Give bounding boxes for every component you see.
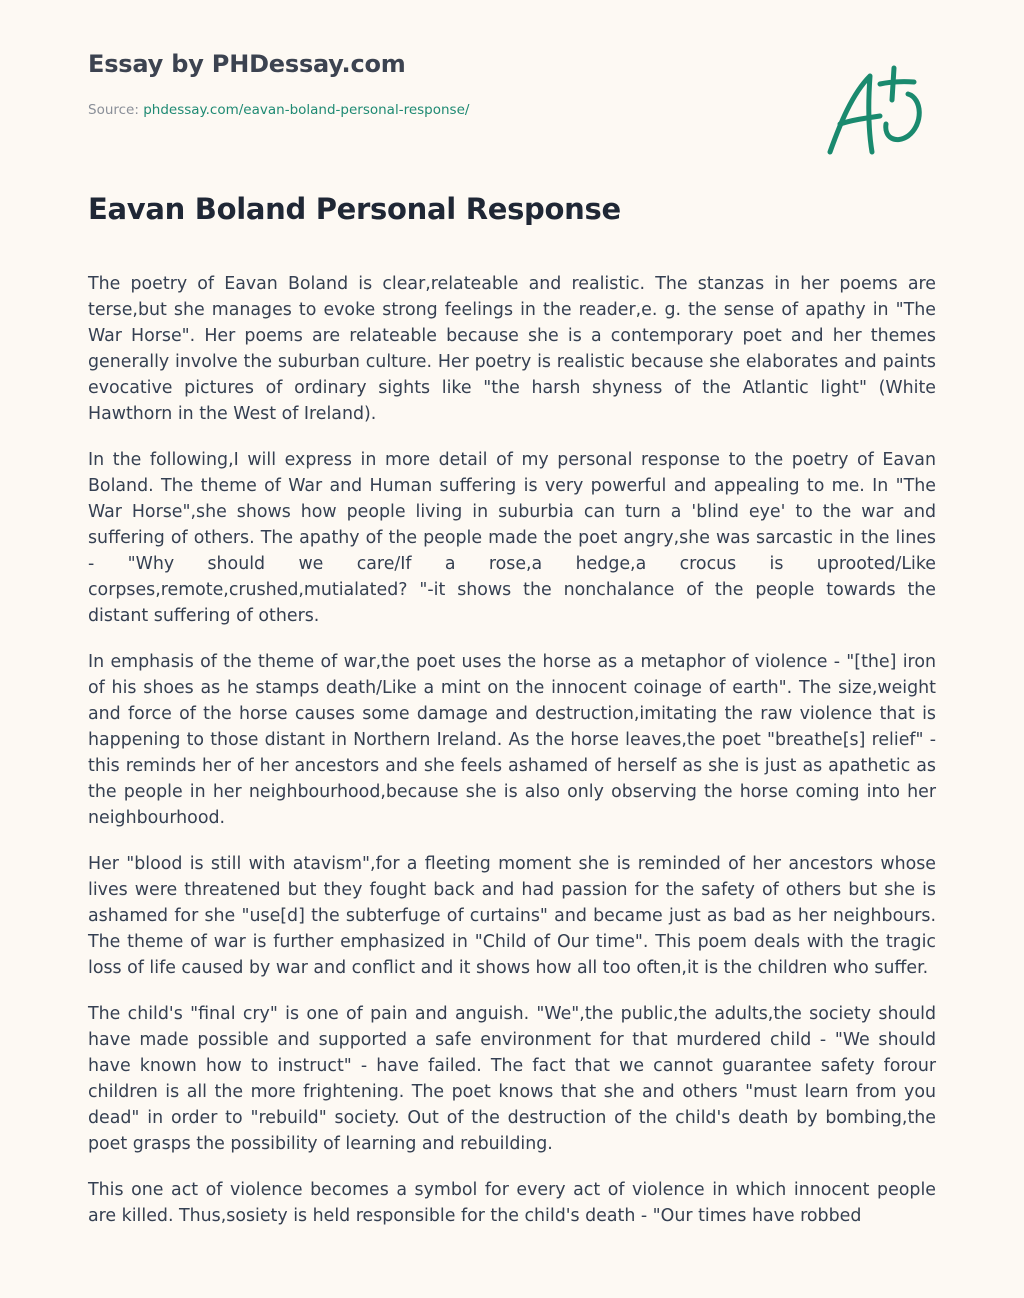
paragraph: In the following,I will express in more detail of my personal response to the poetry of Eavan Boland. The theme of War and Human suffering is very powerful and appealing to me. In "The War Horse",she shows how people living in suburbia can turn a 'blind eye' to the war and suffering of others. The apathy of the people made the poet angry,she was sarcastic in the lines - "Why should we care/If a rose,a hedge,a crocus is uprooted/Like corpses,remote,crushed,mutialated? "-it shows the nonchalance of the people towards the distant suffering of others. [88, 450, 936, 626]
essay-body [88, 271, 936, 1249]
source-link[interactable]: phdessay.com/eavan-boland-personal-response/ [143, 102, 470, 118]
paragraph: The poetry of Eavan Boland is clear,relateable and realistic. The stanzas in her poems are terse,but she manages to evoke strong feelings in the reader,e. g. the sense of apathy in "The War Horse". Her poems are relateable because she is a contemporary poet and her themes generally involve the suburban culture. Her poetry is realistic because she elaborates and paints evocative pictures of ordinary sights like "the harsh shyness of the Atlantic light" (White Hawthorn in the West of Ireland). [88, 274, 936, 424]
paragraph: In emphasis of the theme of war,the poet uses the horse as a metaphor of violence - "[the] iron of his shoes as he stamps death/Like a mint on the innocent coinage of earth". The size,weight and force of the horse causes some damage and destruction,imitating the raw violence that is happening to those distant in Northern Ireland. As the horse leaves,the poet "breathe[s] relief" - this reminds her of her ancestors and she feels ashamed of herself as she is just as apathetic as the people in her neighbourhood,because she is also only observing the horse coming into her neighbourhood. [88, 652, 936, 828]
essay-title: Eavan Boland Personal Response [88, 192, 621, 226]
source-label: Source: [88, 102, 139, 118]
a-plus-logo [822, 64, 932, 164]
paragraph: The child's "final cry" is one of pain and anguish. "We",the public,the adults,the society should have made possible and supported a safe environment for that murdered child - "We should have known how to instruct" - have failed. The fact that we cannot guarantee safety forour children is all the more frightening. The poet knows that she and others "must learn from you dead" in order to "rebuild" society. Out of the destruction of the child's death by bombing,the poet grasps the possibility of learning and rebuilding. [88, 1004, 936, 1154]
paragraph: Her "blood is still with atavism",for a fleeting moment she is reminded of her ancestors whose lives were threatened but they fought back and had passion for the safety of others but she is ashamed for she "use[d] the subterfuge of curtains" and became just as bad as her neighbours. The theme of war is further emphasized in "Child of Our time". This poem deals with the tragic loss of life caused by war and conflict and it shows how all too often,it is the children who suffer. [88, 854, 936, 978]
paragraph: This one act of violence becomes a symbol for every act of violence in which innocent people are killed. Thus,sosiety is held responsible for the child's death - "Our times have robbed [88, 1180, 936, 1226]
header [88, 50, 469, 118]
brand-title: Essay by PHDessay.com [88, 50, 406, 78]
source-line [88, 102, 469, 118]
